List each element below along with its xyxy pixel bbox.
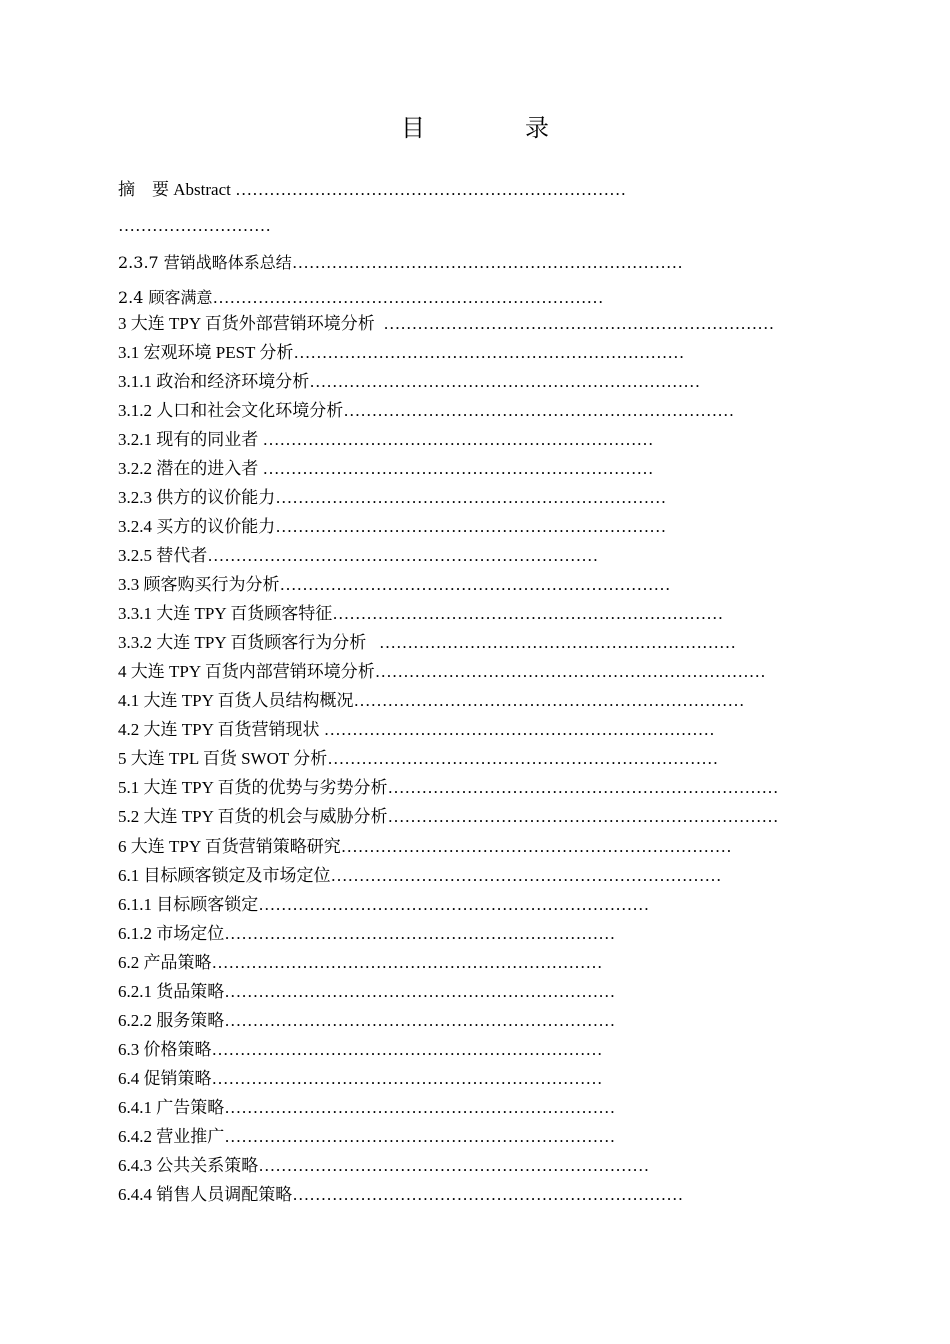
toc-entry[interactable] [118, 1068, 603, 1090]
toc-entry-leader: ……………………………………………………… [379, 633, 736, 652]
toc-entry-label: 6.2.1 货品策略 [118, 982, 225, 1001]
toc-entry[interactable] [118, 1184, 683, 1206]
toc-entry-leader: …………………………………………………………… [211, 953, 603, 972]
toc-entry-label: 3.3.1 大连 TPY 百货顾客特征 [118, 604, 333, 623]
toc-entry-label: 6.3 价格策略 [118, 1040, 212, 1059]
toc-entry-leader: …………………………………………………………… [211, 1040, 603, 1059]
toc-entry-leader: …………………………………………………………… [353, 691, 745, 710]
toc-entry[interactable] [118, 1097, 615, 1119]
toc-entry[interactable] [118, 923, 615, 945]
toc-entry-label: 6.4.1 广告策略 [118, 1098, 225, 1117]
toc-entry-label: 6 大连 TPY 百货营销策略研究 [118, 837, 341, 856]
toc-entry[interactable] [118, 487, 666, 509]
toc-entry[interactable] [118, 371, 700, 393]
toc-entry-label: 4.2 大连 TPY 百货营销现状 [118, 720, 324, 739]
toc-entry-leader: …………………………………………………………… [262, 430, 654, 449]
toc-entry[interactable] [118, 1126, 615, 1148]
toc-entry[interactable] [118, 313, 774, 335]
toc-entry-leader: …………………………………………………………… [224, 1011, 616, 1030]
toc-entry-label: 5 大连 TPL 百货 SWOT 分析 [118, 749, 328, 768]
toc-entry-leader: …………………………………………………………… [279, 575, 671, 594]
toc-entry-label: 3.2.4 买方的议价能力 [118, 517, 276, 536]
toc-entry-label: 3.2.2 潜在的进入者 [118, 459, 263, 478]
toc-entry[interactable] [118, 252, 683, 274]
toc-entry-leader: …………………………………………………………… [224, 1127, 616, 1146]
toc-entry[interactable] [118, 952, 603, 974]
toc-entry-leader: …………………………………………………………… [327, 749, 719, 768]
toc-entry-leader: …………………………………………………………… [343, 401, 735, 420]
toc-entry-leader: …………………………………………………………… [207, 546, 599, 565]
toc-entry-leader: …………………………………………………………… [275, 488, 667, 507]
toc-entry[interactable] [118, 661, 766, 683]
toc-entry[interactable] [118, 719, 715, 741]
toc-entry[interactable] [118, 836, 732, 858]
toc-entry[interactable] [118, 603, 723, 625]
toc-entry[interactable] [118, 806, 778, 828]
toc-entry[interactable] [118, 981, 615, 1003]
toc-entry[interactable] [118, 342, 684, 364]
toc-entry[interactable] [118, 1039, 603, 1061]
toc-entry[interactable] [118, 1155, 649, 1177]
toc-entry-label: 2.4 顾客满意 [118, 288, 213, 307]
toc-entry-leader: …………………………………………………………… [262, 459, 654, 478]
toc-entry[interactable] [118, 429, 654, 451]
toc-entry[interactable] [118, 287, 604, 309]
toc-entry-leader: …………………………………………………………… [292, 1185, 684, 1204]
toc-entry-leader: …………………………………………………………… [275, 517, 667, 536]
toc-entry-label: 3.1.1 政治和经济环境分析 [118, 372, 310, 391]
toc-entry[interactable] [118, 632, 736, 654]
toc-entry-leader: …………………………………………………………… [374, 662, 766, 681]
toc-entry-leader: ……………………… [118, 216, 271, 235]
toc-entry-leader: …………………………………………………………… [330, 866, 722, 885]
toc-entry-leader: …………………………………………………………… [224, 982, 616, 1001]
toc-entry-label: 4 大连 TPY 百货内部营销环境分析 [118, 662, 375, 681]
toc-entry[interactable] [118, 1010, 615, 1032]
toc-entry-label: 3 大连 TPY 百货外部营销环境分析 [118, 314, 384, 333]
toc-entry-leader: …………………………………………………………… [387, 778, 779, 797]
toc-entry-leader: …………………………………………………………… [258, 1156, 650, 1175]
toc-entry[interactable] [118, 574, 671, 596]
toc-entry-leader: …………………………………………………………… [293, 343, 685, 362]
toc-entry[interactable] [118, 690, 745, 712]
toc-entry-label: 3.2.5 替代者 [118, 546, 208, 565]
toc-entry-label: 3.3 顾客购买行为分析 [118, 575, 280, 594]
toc-entry-label: 3.3.2 大连 TPY 百货顾客行为分析 [118, 633, 379, 652]
toc-entry-label: 3.1.2 人口和社会文化环境分析 [118, 401, 344, 420]
toc-entry-leader: …………………………………………………………… [211, 1069, 603, 1088]
toc-entry-label: 3.2.3 供方的议价能力 [118, 488, 276, 507]
toc-entry[interactable] [118, 215, 271, 237]
toc-entry-leader: …………………………………………………………… [235, 180, 627, 199]
toc-entry-label: 5.1 大连 TPY 百货的优势与劣势分析 [118, 778, 388, 797]
toc-entry-leader: …………………………………………………………… [323, 720, 715, 739]
toc-entry[interactable] [118, 400, 734, 422]
toc-entry[interactable] [118, 545, 598, 567]
toc-entry-label: 6.2.2 服务策略 [118, 1011, 225, 1030]
toc-entry-label: 6.2 产品策略 [118, 953, 212, 972]
toc-entry-label: 3.1 宏观环境 PEST 分析 [118, 343, 294, 362]
toc-entry-label: 2.3.7 营销战略体系总结 [118, 253, 292, 272]
toc-entry-label: 6.1.1 目标顾客锁定 [118, 895, 259, 914]
toc-entry-leader: …………………………………………………………… [383, 314, 775, 333]
toc-entry[interactable] [118, 748, 718, 770]
toc-entry-label: 摘 要 Abstract [118, 180, 236, 199]
toc-entry-label: 6.4 促销策略 [118, 1069, 212, 1088]
toc-entry-label: 6.1 目标顾客锁定及市场定位 [118, 866, 331, 885]
toc-entry[interactable] [118, 458, 654, 480]
toc-entry-leader: …………………………………………………………… [291, 253, 683, 272]
toc-entry[interactable] [118, 179, 626, 201]
toc-entry[interactable] [118, 865, 722, 887]
toc-entry-leader: …………………………………………………………… [340, 837, 732, 856]
toc-entry[interactable] [118, 777, 778, 799]
toc-entry-label: 3.2.1 现有的同业者 [118, 430, 263, 449]
toc-title: 目 录 [401, 114, 587, 142]
toc-entry-leader: …………………………………………………………… [258, 895, 650, 914]
toc-entry[interactable] [118, 516, 666, 538]
toc-entry-leader: …………………………………………………………… [387, 807, 779, 826]
toc-entry-label: 6.4.2 营业推广 [118, 1127, 225, 1146]
toc-entry-leader: …………………………………………………………… [309, 372, 701, 391]
toc-entry-label: 6.1.2 市场定位 [118, 924, 225, 943]
toc-entry-leader: …………………………………………………………… [212, 288, 604, 307]
toc-entry-leader: …………………………………………………………… [224, 1098, 616, 1117]
toc-entry-leader: …………………………………………………………… [224, 924, 616, 943]
toc-entry-leader: …………………………………………………………… [332, 604, 724, 623]
toc-entry-label: 6.4.3 公共关系策略 [118, 1156, 259, 1175]
toc-entry-label: 4.1 大连 TPY 百货人员结构概况 [118, 691, 354, 710]
toc-entry-label: 5.2 大连 TPY 百货的机会与威胁分析 [118, 807, 388, 826]
toc-entry-label: 6.4.4 销售人员调配策略 [118, 1185, 293, 1204]
toc-entry[interactable] [118, 894, 649, 916]
